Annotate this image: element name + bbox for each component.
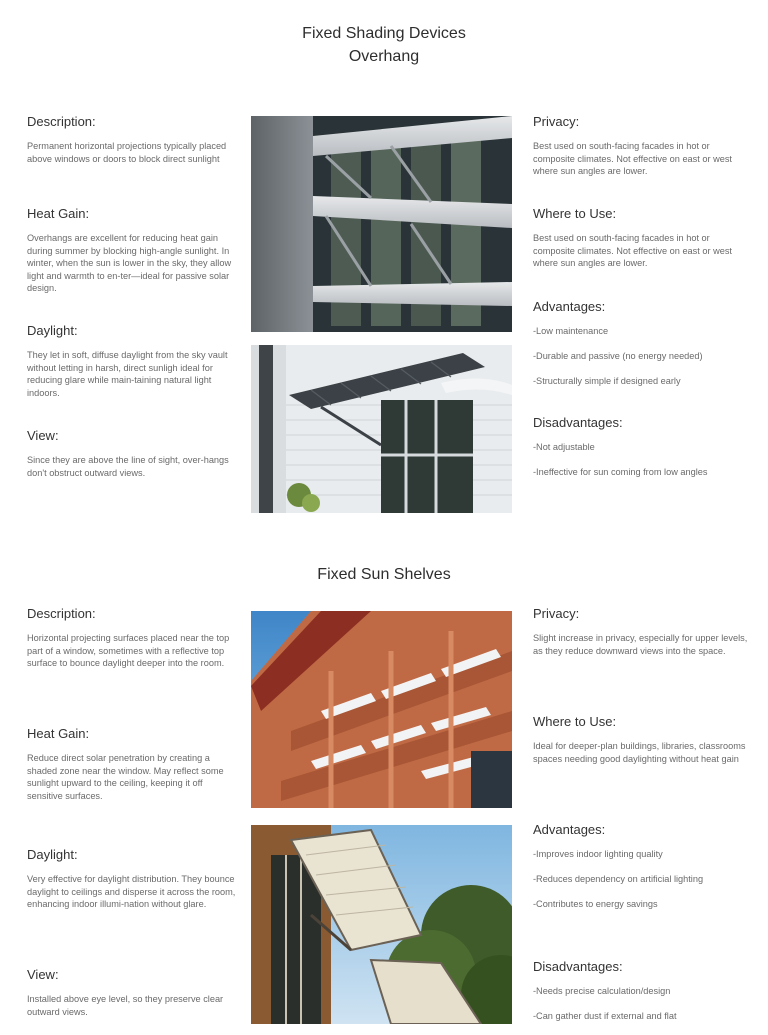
sunshelf-heat-gain-heading: Heat Gain: bbox=[27, 726, 90, 741]
overhang-advantages bbox=[533, 299, 748, 399]
sunshelf-heat-gain-text: Reduce direct solar penetration by creating a shaded zone near the window. May reflect some sunlight upward to the ceiling, keeping it off sensitive surfaces. bbox=[27, 753, 224, 801]
list-item: -Low maintenance bbox=[533, 326, 609, 336]
overhang-advantages-list bbox=[533, 325, 748, 387]
overhang-privacy bbox=[533, 114, 748, 178]
overhang-view-text: Since they are above the line of sight, over-hangs don't obstruct outward views. bbox=[27, 455, 229, 478]
sunshelf-daylight bbox=[27, 847, 237, 911]
list-item: -Not adjustable bbox=[533, 442, 595, 452]
overhang-privacy-text: Best used on south-facing facades in hot or composite climates. Not effective on east or west where sun angles are lower. bbox=[533, 141, 732, 177]
overhang-louvres-photo bbox=[251, 116, 512, 332]
overhang-where-to-use bbox=[533, 206, 748, 270]
sunshelf-description-heading: Description: bbox=[27, 606, 96, 621]
overhang-heat-gain bbox=[27, 206, 237, 295]
metal-awning-photo bbox=[251, 345, 512, 513]
overhang-daylight bbox=[27, 323, 237, 399]
list-item: -Can gather dust if external and flat bbox=[533, 1010, 677, 1021]
sunshelf-description-text: Horizontal projecting surfaces placed near the top part of a window, sometimes with a reflective top surface to bounce daylight deeper into the room. bbox=[27, 633, 230, 669]
sunshelf-privacy-heading: Privacy: bbox=[533, 606, 580, 621]
list-item: -Ineffective for sun coming from low angles bbox=[533, 466, 708, 477]
sunshelf-advantages bbox=[533, 822, 748, 922]
overhang-heat-gain-text: Overhangs are excellent for reducing heat gain during summer by blocking high-angle sunlight. In winter, when the sun is lower in the sky, they allow light and warmth to en-ter—ideal for passive solar design. bbox=[27, 233, 232, 294]
sunshelf-view bbox=[27, 967, 237, 1018]
sunshelf-advantages-heading: Advantages: bbox=[533, 822, 606, 837]
overhang-disadvantages-list bbox=[533, 441, 748, 478]
translucent-sun-shelves-photo bbox=[251, 825, 512, 1024]
overhang-description-text: Permanent horizontal projections typically placed above windows or doors to block direct sunlight bbox=[27, 141, 227, 164]
overhang-disadvantages-heading: Disadvantages: bbox=[533, 415, 623, 430]
sunshelf-view-text: Installed above eye level, so they preserve clear outward views. bbox=[27, 994, 224, 1017]
overhang-heat-gain-heading: Heat Gain: bbox=[27, 206, 90, 221]
section2-title: Fixed Sun Shelves bbox=[317, 566, 451, 583]
section1-title-line2: Overhang bbox=[348, 48, 420, 65]
sunshelf-disadvantages-list bbox=[533, 985, 748, 1022]
overhang-view-heading: View: bbox=[27, 428, 59, 443]
overhang-description-heading: Description: bbox=[27, 114, 96, 129]
section1-title-line1: Fixed Shading Devices bbox=[302, 25, 466, 42]
list-item: -Contributes to energy savings bbox=[533, 898, 658, 909]
overhang-daylight-text: They let in soft, diffuse daylight from the sky vault without letting in harsh, direct sunligh ideal for reducing glare while main-taining natural light indoors. bbox=[27, 350, 228, 398]
overhang-view bbox=[27, 428, 237, 479]
sunshelf-view-heading: View: bbox=[27, 967, 59, 982]
overhang-disadvantages bbox=[533, 415, 748, 491]
sunshelf-where-to-use-heading: Where to Use: bbox=[533, 714, 617, 729]
list-item: -Reduces dependency on artificial lighting bbox=[533, 873, 704, 884]
sunshelf-where-to-use-text: Ideal for deeper-plan buildings, libraries, classrooms spaces needing good daylighting without heat gain bbox=[533, 741, 746, 764]
list-item: -Improves indoor lighting quality bbox=[533, 849, 663, 859]
overhang-where-to-use-heading: Where to Use: bbox=[533, 206, 617, 221]
sunshelf-disadvantages bbox=[533, 959, 748, 1035]
sunshelf-privacy-text: Slight increase in privacy, especially for upper levels, as they reduce downward views into the space. bbox=[533, 633, 748, 656]
sunshelf-where-to-use bbox=[533, 714, 748, 765]
overhang-daylight-heading: Daylight: bbox=[27, 323, 78, 338]
overhang-where-to-use-text: Best used on south-facing facades in hot or composite climates. Not effective on east or west where sun angles are lower. bbox=[533, 233, 732, 269]
sunshelf-privacy bbox=[533, 606, 748, 657]
list-item: -Needs precise calculation/design bbox=[533, 986, 671, 996]
section1-title bbox=[0, 22, 768, 68]
sunshelf-daylight-heading: Daylight: bbox=[27, 847, 78, 862]
list-item: -Durable and passive (no energy needed) bbox=[533, 350, 703, 361]
sunshelf-daylight-text: Very effective for daylight distribution. They bounce daylight to ceilings and disperse it across the room, enhancing indoor illumi-nation without glare. bbox=[27, 874, 236, 910]
list-item: -Structurally simple if designed early bbox=[533, 375, 681, 386]
overhang-description bbox=[27, 114, 237, 165]
sunshelf-disadvantages-heading: Disadvantages: bbox=[533, 959, 623, 974]
sunshelf-heat-gain bbox=[27, 726, 237, 802]
overhang-privacy-heading: Privacy: bbox=[533, 114, 580, 129]
sunshelf-advantages-list bbox=[533, 848, 748, 910]
sunshelf-description bbox=[27, 606, 237, 670]
terracotta-sun-shelves-photo bbox=[251, 611, 512, 808]
overhang-advantages-heading: Advantages: bbox=[533, 299, 606, 314]
